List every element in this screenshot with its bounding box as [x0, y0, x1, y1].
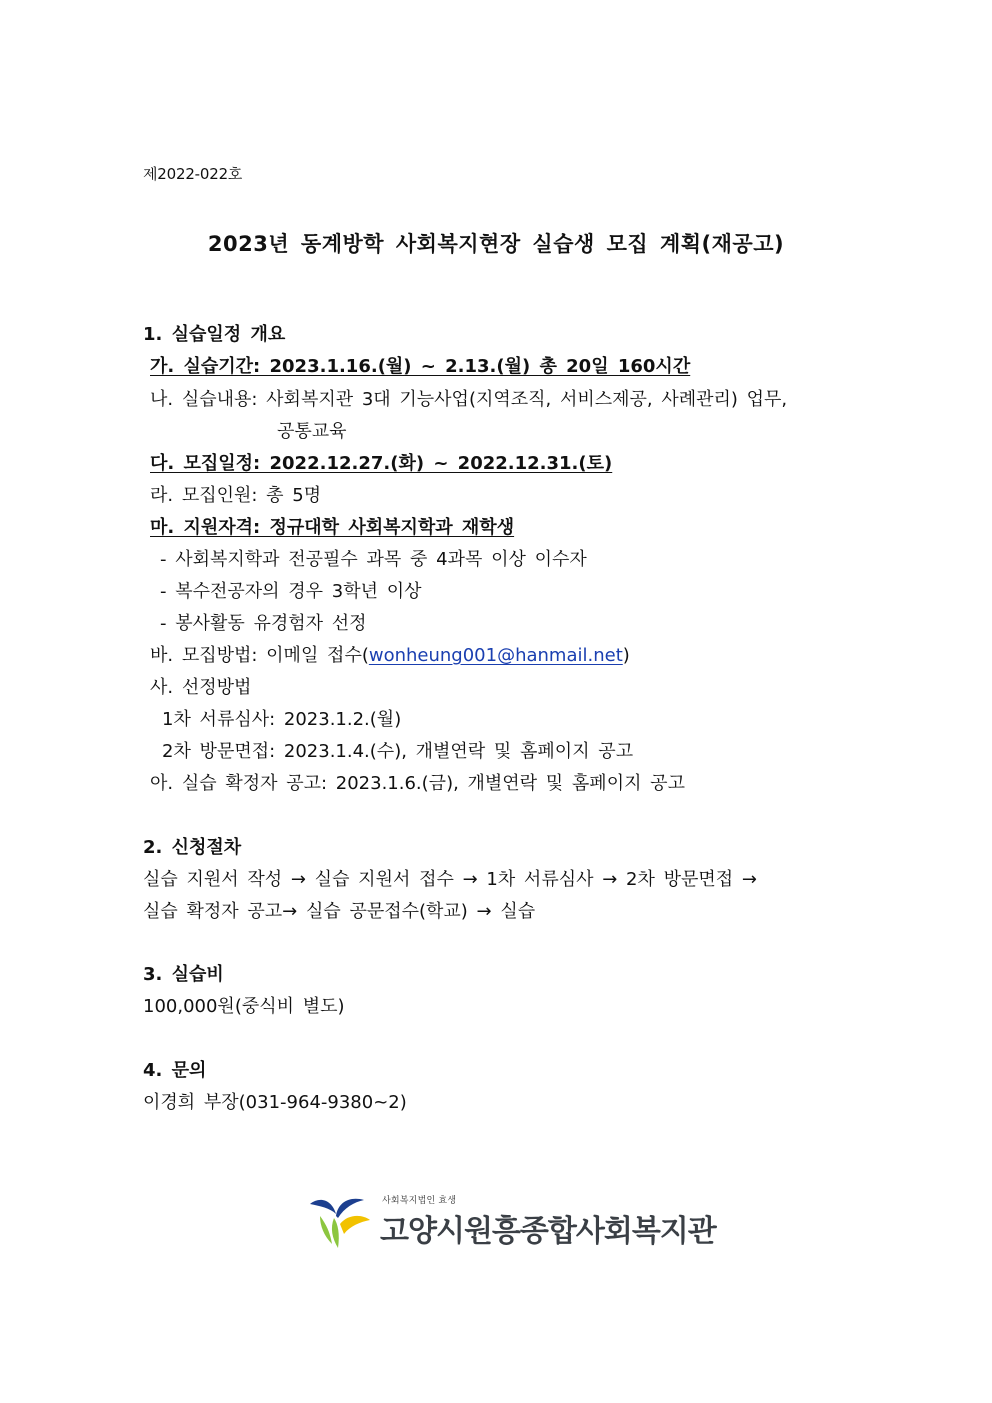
recruit-method-prefix: 바. 모집방법: 이메일 접수(	[150, 645, 369, 666]
organization-logo	[308, 1192, 716, 1254]
section2-heading: 2. 신청절차	[143, 837, 242, 858]
section3-heading: 3. 실습비	[143, 964, 224, 985]
recruit-method	[150, 643, 630, 669]
procedure-line1: 실습 지원서 작성 → 실습 지원서 접수 → 1차 서류심사 → 2차 방문면접 →	[143, 869, 757, 890]
logo-subtitle: 사회복지법인 효생	[382, 1196, 457, 1206]
qualification-text: 마. 지원자격: 정규대학 사회복지학과 재학생	[150, 517, 515, 538]
practice-content-line2: 공통교육	[277, 421, 347, 442]
selection-method: 사. 선정방법	[150, 677, 252, 698]
qual-item: - 봉사활동 유경험자 선정	[160, 613, 367, 634]
section4-heading: 4. 문의	[143, 1060, 207, 1081]
email-link[interactable]: wonheung001@hanmail.net	[368, 645, 623, 666]
selection-step2: 2차 방문면접: 2023.1.4.(수), 개별연락 및 홈페이지 공고	[162, 741, 634, 762]
practice-content-line1: 나. 실습내용: 사회복지관 3대 기능사업(지역조직, 서비스제공, 사례관리) 업무,	[150, 389, 788, 410]
selection-step1: 1차 서류심사: 2023.1.2.(월)	[162, 709, 402, 730]
recruit-count: 라. 모집인원: 총 5명	[150, 485, 322, 506]
recruit-schedule	[150, 451, 612, 477]
document-number: 제2022-022호	[143, 165, 243, 183]
practice-period	[150, 354, 690, 380]
recruit-schedule-text: 다. 모집일정: 2022.12.27.(화) ~ 2022.12.31.(토)	[150, 453, 613, 474]
contact-info: 이경희 부장(031-964-9380~2)	[143, 1092, 407, 1113]
qualification	[150, 515, 514, 541]
logo-mark-icon	[308, 1194, 372, 1250]
document-title: 2023년 동계방학 사회복지현장 실습생 모집 계획(재공고)	[207, 232, 785, 256]
practice-period-text: 가. 실습기간: 2023.1.16.(월) ~ 2.13.(월) 총 20일 160시간	[150, 356, 691, 377]
confirm-announcement: 아. 실습 확정자 공고: 2023.1.6.(금), 개별연락 및 홈페이지 공고	[150, 773, 685, 794]
section1-heading: 1. 실습일정 개요	[143, 324, 286, 345]
practice-fee: 100,000원(중식비 별도)	[143, 996, 345, 1017]
qual-item: - 복수전공자의 경우 3학년 이상	[160, 581, 422, 602]
qual-item: - 사회복지학과 전공필수 과목 중 4과목 이상 이수자	[160, 549, 587, 570]
recruit-method-suffix: )	[622, 645, 630, 666]
procedure-line2: 실습 확정자 공고→ 실습 공문접수(학교) → 실습	[143, 901, 536, 922]
logo-name: 고양시원흥종합사회복지관	[380, 1214, 716, 1249]
